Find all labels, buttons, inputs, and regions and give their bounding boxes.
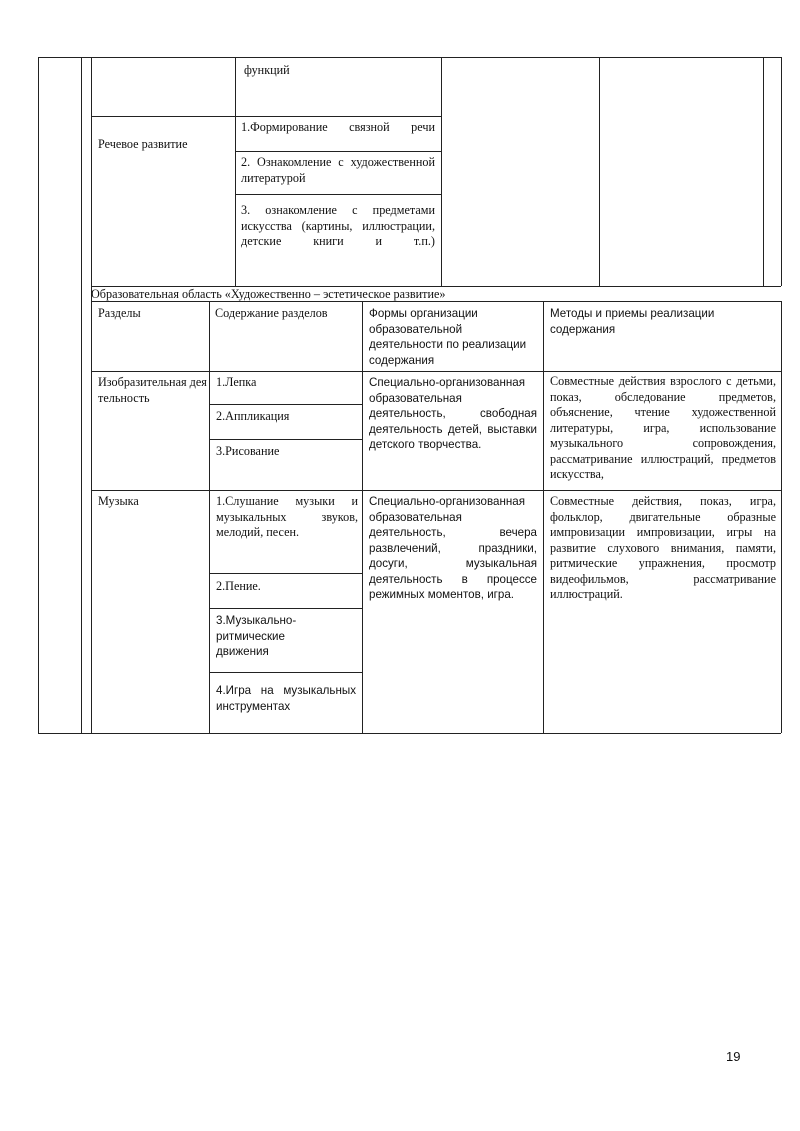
music-section-label: Музыка: [98, 494, 139, 508]
music-forms: Специально-организованная образовательная деятельность, вечера развлечений, праздники, досуги, музыкальная деятельность в процессе режимных моментов, игра.: [369, 495, 537, 601]
functions-continuation: функций: [244, 63, 290, 77]
speech-item-2: 2. Ознакомление с художественной литературой: [241, 155, 435, 185]
header-content: Содержание разделов: [215, 306, 328, 320]
speech-section-label: Речевое развитие: [98, 137, 188, 151]
visual-methods: Совместные действия взрослого с детьми, показ, обследование предметов, объяснение, чтение художественной литературы, игра, использование музыкального сопровождения, рассматривание иллюстраций, предметов искусства,: [550, 374, 776, 481]
header-sections: Разделы: [98, 306, 141, 320]
visual-item-3: 3.Рисование: [216, 444, 280, 458]
art-area-caption: Образовательная область «Художественно – эстетическое развитие»: [91, 287, 446, 301]
music-item-2: 2.Пение.: [216, 579, 261, 593]
visual-forms: Специально-организованная образовательная деятельность, свободная деятельность детей, выставки детского творчества.: [369, 376, 537, 451]
visual-item-1: 1.Лепка: [216, 375, 257, 389]
music-item-4: 4.Игра на музыкальных инструментах: [216, 684, 356, 713]
page-number: 19: [726, 1049, 741, 1064]
music-methods: Совместные действия, показ, игра, фольклор, двигательные образные импровизации импровизации, игры на развитие слухового внимания, памяти, ритмические упражнения, просмотр видеофильмов, рассматривание иллюстраций.: [550, 494, 776, 601]
speech-item-1: 1.Формирование связной речи: [241, 120, 435, 134]
music-item-1: 1.Слушание музыки и музыкальных звуков, мелодий, песен.: [216, 494, 358, 539]
music-item-3: 3.Музыкально-ритмические движения: [216, 614, 297, 658]
visual-section-label: Изобразительная деятельность: [98, 375, 207, 405]
header-methods: Методы и приемы реализации содержания: [550, 307, 715, 336]
visual-item-2: 2.Аппликация: [216, 409, 290, 423]
header-forms: Формы организации образовательной деятельности по реализации содержания: [369, 307, 527, 367]
speech-item-3: 3. ознакомление с предметами искусства (картины, иллюстрации, детские книги и т.п.): [241, 203, 435, 248]
